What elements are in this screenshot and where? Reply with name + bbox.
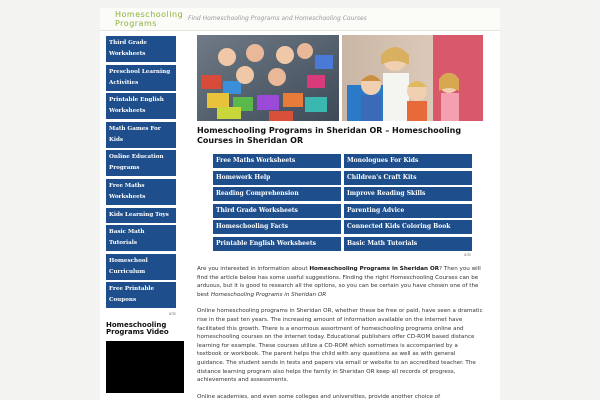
link-improve-reading-skills[interactable]: Improve Reading Skills bbox=[344, 187, 472, 201]
link-basic-math-tutorials[interactable]: Basic Math Tutorials bbox=[344, 237, 472, 251]
logo-line-2[interactable]: Programs bbox=[115, 19, 157, 28]
video-title: Homeschooling Programs Video bbox=[106, 320, 169, 337]
link-free-maths-worksheets[interactable]: Free Maths Worksheets bbox=[213, 154, 341, 168]
link-connected-kids-coloring-book[interactable]: Connected Kids Coloring Book bbox=[344, 220, 472, 234]
site-logo[interactable] bbox=[115, 10, 195, 28]
intro-text-a: Are you interested in information about bbox=[197, 265, 310, 272]
sidebar-item-free-printable-coupons[interactable]: Free Printable Coupons bbox=[106, 282, 176, 308]
sidebar-item-basic-math-tutorials[interactable]: Basic Math Tutorials bbox=[106, 225, 176, 251]
site-tagline: Find Homeschooling Programs and Homeschooling Courses bbox=[188, 15, 367, 22]
page-title: Homeschooling Programs in Sheridan OR – Homeschooling Courses in Sheridan OR bbox=[197, 126, 462, 145]
sidebar-item-homeschool-curriculum[interactable]: Homeschool Curriculum bbox=[106, 254, 176, 280]
link-reading-comprehension[interactable]: Reading Comprehension bbox=[213, 187, 341, 201]
body-paragraph-1: Online homeschooling programs in Sheridan OR, whether these be free or paid, have seen a dramatic rise in the past ten years. The increasing amount of information available on the internet have facilitated this growth. There is a enormous assortment of homeschooling programs online and homeschooling courses on the internet today. Educational publishers offer CD-ROM based distance learning for example. These courses utilize a CD-ROM which sometimes is accompanied by a textbook or workbook. The parent helps the child with any questions as well as with general guidance. The student sends in tests and papers via email or website to an accredited teacher. The distance learning program also helps the family in Sheridan OR keep all records of progress, achievements and assessments. bbox=[197, 308, 483, 384]
link-grid bbox=[213, 154, 473, 251]
sidebar-item-kids-learning-toys[interactable]: Kids Learning Toys bbox=[106, 208, 176, 223]
video-player[interactable] bbox=[106, 341, 184, 393]
link-monologues-for-kids[interactable]: Monologues For Kids bbox=[344, 154, 472, 168]
link-printable-english-worksheets[interactable]: Printable English Worksheets bbox=[213, 237, 341, 251]
hero-photo-illustration bbox=[197, 35, 483, 121]
page-container bbox=[100, 8, 500, 400]
hero-image bbox=[197, 35, 483, 121]
site-header bbox=[100, 8, 500, 31]
main-ads-label[interactable]: ads bbox=[463, 251, 471, 257]
sidebar-item-math-games-for-kids[interactable]: Math Games For Kids bbox=[106, 122, 176, 148]
intro-keyword: Homeschooling Programs in Sheridan OR bbox=[309, 265, 440, 272]
sidebar-item-third-grade-worksheets[interactable]: Third Grade Worksheets bbox=[106, 36, 176, 62]
main-content bbox=[197, 126, 483, 400]
sidebar bbox=[106, 36, 184, 393]
intro-paragraph bbox=[197, 265, 483, 299]
body-paragraph-2: Online academies, and even some colleges and universities, provide another choice of bbox=[197, 393, 441, 400]
sidebar-ads-label[interactable]: ads bbox=[168, 310, 176, 316]
link-third-grade-worksheets[interactable]: Third Grade Worksheets bbox=[213, 204, 341, 218]
sidebar-item-preschool-learning-activities[interactable]: Preschool Learning Activities bbox=[106, 65, 176, 91]
sidebar-item-printable-english-worksheets[interactable]: Printable English Worksheets bbox=[106, 93, 176, 119]
link-homeschooling-facts[interactable]: Homeschooling Facts bbox=[213, 220, 341, 234]
sidebar-item-online-education-programs[interactable]: Online Education Programs bbox=[106, 150, 176, 176]
sidebar-item-free-maths-worksheets[interactable]: Free Maths Worksheets bbox=[106, 179, 176, 205]
link-homework-help[interactable]: Homework Help bbox=[213, 171, 341, 185]
link-parenting-advice[interactable]: Parenting Advice bbox=[344, 204, 472, 218]
logo-line-1[interactable]: Homeschooling bbox=[115, 10, 184, 19]
intro-italic-keyword: Homeschooling Programs in Sheridan OR bbox=[210, 291, 327, 298]
link-childrens-craft-kits[interactable]: Children's Craft Kits bbox=[344, 171, 472, 185]
intro-text-b: ? Then you will find the article below has some useful suggestions. Finding the right Homeschooling Courses can be arduous, but it is good to research all the options, so you can be certain you have chosen one of the best bbox=[197, 265, 481, 298]
